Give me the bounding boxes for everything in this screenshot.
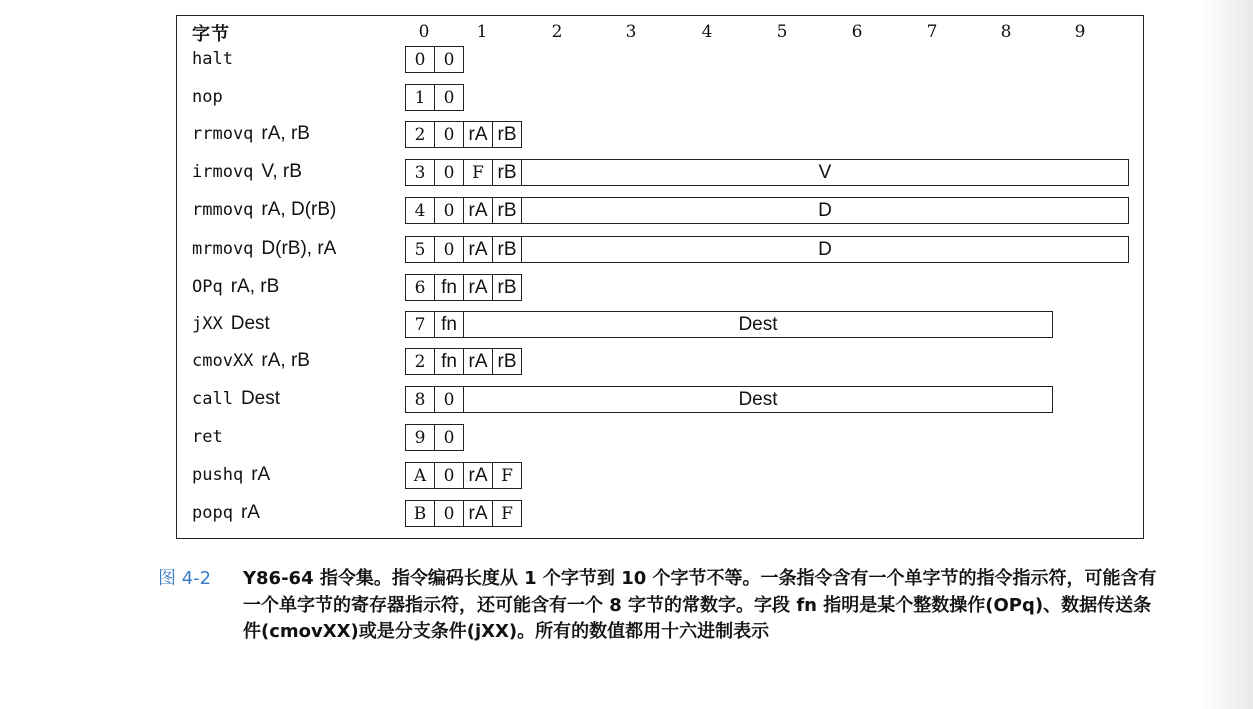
instruction-operands: rA, rB (261, 123, 310, 144)
ifun-field: fn (434, 274, 464, 301)
instruction-mnemonic: OPq (192, 277, 223, 297)
ifun-field: 0 (434, 236, 464, 263)
instruction-label (192, 388, 280, 410)
instruction-label (192, 313, 270, 335)
ifun-field: 0 (434, 386, 464, 413)
icode-field: 1 (405, 84, 435, 111)
register-field: rB (492, 121, 522, 148)
instruction-operands: rA, rB (230, 276, 280, 297)
instruction-mnemonic: halt (192, 49, 233, 69)
instruction-label (192, 86, 223, 107)
instruction-operands: V, rB (261, 161, 302, 182)
icode-field: 7 (405, 311, 435, 338)
page-edge-shadow (1200, 0, 1253, 709)
instruction-label (192, 199, 336, 221)
byte-index-7: 7 (926, 22, 938, 42)
register-field: F (463, 159, 493, 186)
ifun-field: 0 (434, 84, 464, 111)
instruction-label (192, 502, 260, 524)
byte-header-label: 字节 (192, 24, 230, 45)
instruction-operands: rA, D(rB) (261, 199, 337, 220)
instruction-mnemonic: cmovXX (192, 351, 254, 371)
ifun-field: fn (434, 348, 464, 375)
instruction-label (192, 350, 310, 372)
instruction-label (192, 123, 310, 145)
register-field: rA (463, 236, 493, 263)
instruction-label (192, 426, 223, 447)
ifun-field: 0 (434, 46, 464, 73)
instruction-label (192, 161, 302, 183)
icode-field: 9 (405, 424, 435, 451)
instruction-mnemonic: rmmovq (192, 200, 254, 220)
ifun-field: 0 (434, 462, 464, 489)
icode-field: A (405, 462, 435, 489)
constant-word-field: Dest (463, 311, 1053, 338)
instruction-mnemonic: nop (192, 87, 223, 107)
icode-field: 6 (405, 274, 435, 301)
instruction-operands: rA (240, 502, 260, 523)
register-field: rB (492, 236, 522, 263)
byte-index-5: 5 (776, 22, 788, 42)
instruction-mnemonic: ret (192, 427, 223, 447)
instruction-label (192, 238, 336, 260)
register-field: rA (463, 500, 493, 527)
instruction-operands: rA (251, 464, 271, 485)
instruction-mnemonic: popq (192, 503, 233, 523)
icode-field: 8 (405, 386, 435, 413)
constant-word-field: D (521, 236, 1129, 263)
instruction-label (192, 276, 279, 298)
instruction-operands: D(rB), rA (261, 238, 337, 259)
instruction-label (192, 48, 233, 69)
instruction-operands: Dest (240, 388, 281, 409)
instruction-operands: Dest (230, 313, 270, 334)
byte-index-9: 9 (1074, 22, 1086, 42)
byte-index-6: 6 (851, 22, 863, 42)
constant-word-field: D (521, 197, 1129, 224)
instruction-table-frame (176, 15, 1144, 539)
byte-index-2: 2 (551, 22, 563, 42)
icode-field: B (405, 500, 435, 527)
register-field: rA (463, 197, 493, 224)
figure-caption-text: Y86-64 指令集。指令编码长度从 1 个字节到 10 个字节不等。一条指令含有一个单字节的指令指示符，可能含有一个单字节的寄存器指示符，还可能含有一个 8 字节的常数字。字段 fn 指明是某个整数操作(OPq)、数据传送条件(cmovXX)或是分支条件(jXX)。所有的数值都用十六进制表示 (243, 568, 1157, 642)
register-field: rB (492, 348, 522, 375)
instruction-mnemonic: mrmovq (192, 239, 254, 259)
instruction-mnemonic: jXX (192, 314, 223, 334)
register-field: F (492, 462, 522, 489)
instruction-mnemonic: pushq (192, 465, 244, 485)
register-field: rA (463, 462, 493, 489)
ifun-field: 0 (434, 159, 464, 186)
instruction-mnemonic: rrmovq (192, 124, 254, 144)
icode-field: 5 (405, 236, 435, 263)
register-field: rA (463, 121, 493, 148)
byte-index-4: 4 (701, 22, 713, 42)
constant-word-field: V (521, 159, 1129, 186)
byte-index-1: 1 (476, 22, 488, 42)
register-field: rA (463, 274, 493, 301)
byte-index-8: 8 (1000, 22, 1012, 42)
icode-field: 2 (405, 121, 435, 148)
instruction-mnemonic: call (192, 389, 233, 409)
constant-word-field: Dest (463, 386, 1053, 413)
icode-field: 0 (405, 46, 435, 73)
ifun-field: fn (434, 311, 464, 338)
figure-number: 图 4-2 (158, 568, 212, 589)
register-field: rA (463, 348, 493, 375)
ifun-field: 0 (434, 424, 464, 451)
byte-index-0: 0 (418, 22, 430, 42)
register-field: F (492, 500, 522, 527)
icode-field: 3 (405, 159, 435, 186)
byte-index-3: 3 (625, 22, 637, 42)
ifun-field: 0 (434, 121, 464, 148)
ifun-field: 0 (434, 197, 464, 224)
instruction-operands: rA, rB (261, 350, 310, 371)
instruction-label (192, 464, 270, 486)
register-field: rB (492, 274, 522, 301)
ifun-field: 0 (434, 500, 464, 527)
register-field: rB (492, 197, 522, 224)
instruction-mnemonic: irmovq (192, 162, 254, 182)
icode-field: 4 (405, 197, 435, 224)
register-field: rB (492, 159, 522, 186)
icode-field: 2 (405, 348, 435, 375)
